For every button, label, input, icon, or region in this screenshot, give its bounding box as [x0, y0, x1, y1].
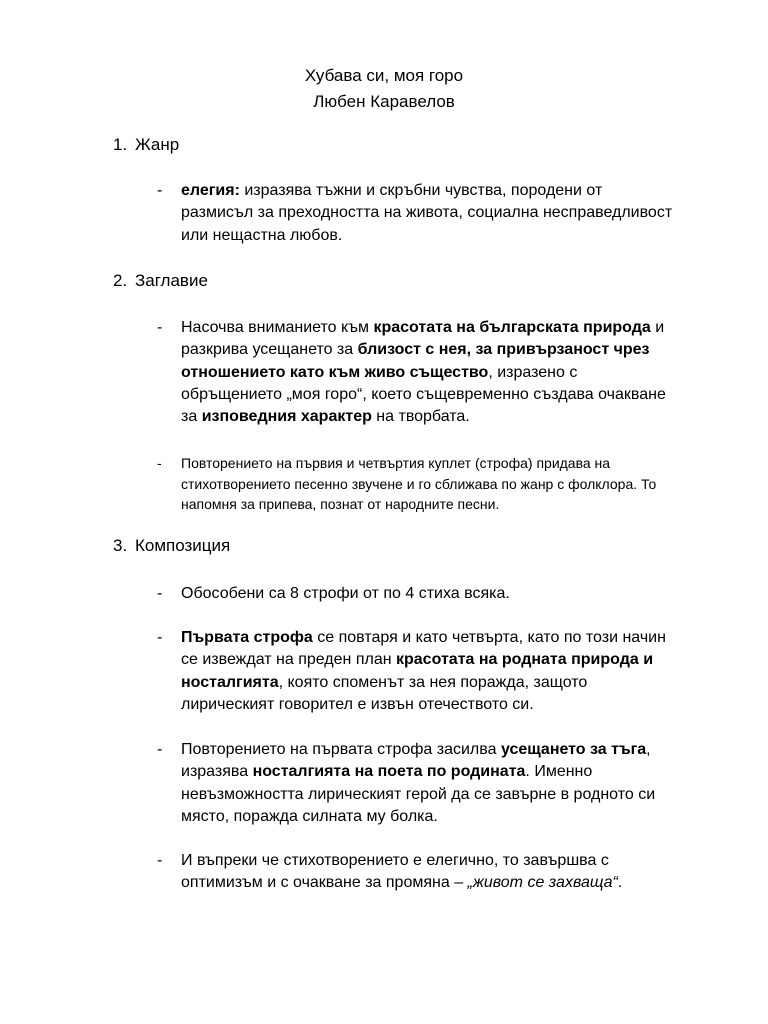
- section-title: Жанр: [135, 135, 180, 154]
- document-author: Любен Каравелов: [313, 92, 455, 111]
- text-normal: на творбата.: [371, 408, 470, 426]
- bullet-item: [157, 583, 677, 605]
- title-block: [0, 63, 768, 115]
- bullet-dash: -: [157, 585, 163, 602]
- text-normal: , изразява: [181, 741, 651, 781]
- text-bold: близост с нея, за привързаност чрез отношението като към живо същество: [181, 341, 650, 381]
- bullet-item: [157, 627, 677, 716]
- text-normal: се повтаря и като четвърта, като по този начин се извеждат на преден план: [181, 629, 666, 669]
- bullet-dash: -: [157, 741, 163, 758]
- bullet-text: [181, 453, 677, 515]
- bullet-dash: -: [157, 629, 163, 646]
- section-heading-composition: [113, 535, 230, 557]
- text-normal: изразява тъжни и скръбни чувства, породени от размисъл за преходността на живота, социална несправедливост или нещастна любов.: [181, 182, 673, 244]
- section-heading-title: [113, 270, 208, 292]
- text-normal: Обособени са 8 строфи от по 4 стиха всяка.: [181, 585, 510, 602]
- bullet-text: [181, 850, 677, 895]
- section-number: 3.: [113, 536, 128, 555]
- bullet-item: [157, 850, 677, 895]
- bullet-dash: -: [157, 182, 163, 199]
- text-bold: усещането за тъга: [500, 741, 647, 758]
- text-normal: Повторението на първата строфа засилва: [181, 741, 501, 758]
- bullet-text: [181, 317, 677, 428]
- bullet-item: [157, 739, 677, 828]
- bullet-text: [181, 739, 677, 828]
- section-number: 2.: [113, 271, 128, 290]
- text-bold: красотата на българската природа: [373, 319, 651, 336]
- text-bold: Първата строфа: [181, 629, 313, 646]
- bullet-text: [181, 180, 677, 247]
- bullet-dash: -: [157, 852, 163, 869]
- section-title: Заглавие: [135, 271, 208, 290]
- text-normal: и разкрива усещането за: [181, 319, 665, 359]
- document-title: Хубава си, моя горо: [304, 66, 464, 85]
- bullet-item: [157, 180, 677, 247]
- text-bold: изповедния характер: [201, 408, 372, 426]
- section-title: Композиция: [135, 536, 231, 555]
- text-bold: елегия:: [181, 182, 240, 199]
- section-number: 1.: [113, 135, 128, 154]
- text-normal: . Именно невъзможността лирическият герой да се завърне в родното си място, поражда силната му болка.: [181, 763, 656, 825]
- bullet-text: [181, 583, 677, 605]
- bullet-item: [157, 317, 677, 428]
- section-heading-genre: [113, 134, 179, 156]
- text-normal: Повторението на първия и четвъртия куплет (строфа) придава на стихотворението песенно звучене и го сближава по жанр с фолклора. То напомня за припева, познат от народните песни.: [181, 455, 657, 512]
- bullet-dash: -: [157, 319, 163, 336]
- text-normal: .: [617, 874, 623, 892]
- text-normal: , която споменът за нея поражда, защото лирическият говорител е извън отечеството си.: [181, 673, 588, 713]
- text-bold: красотата на родната природа и носталгията: [181, 651, 654, 691]
- bullet-text: [181, 627, 677, 716]
- text-normal: Насочва вниманието към: [181, 319, 374, 336]
- text-italic: „живот се захваща“: [467, 874, 618, 892]
- bullet-dash: -: [157, 455, 162, 471]
- text-normal: , изразено с обръщението „моя горо“, което същевременно създава очакване за: [181, 363, 666, 426]
- text-bold: носталгията на поета по родината: [252, 763, 526, 781]
- text-normal: И въпреки че стихотворението е елегично, то завършва с оптимизъм и с очакване за промяна –: [181, 852, 609, 892]
- bullet-item: [157, 453, 677, 515]
